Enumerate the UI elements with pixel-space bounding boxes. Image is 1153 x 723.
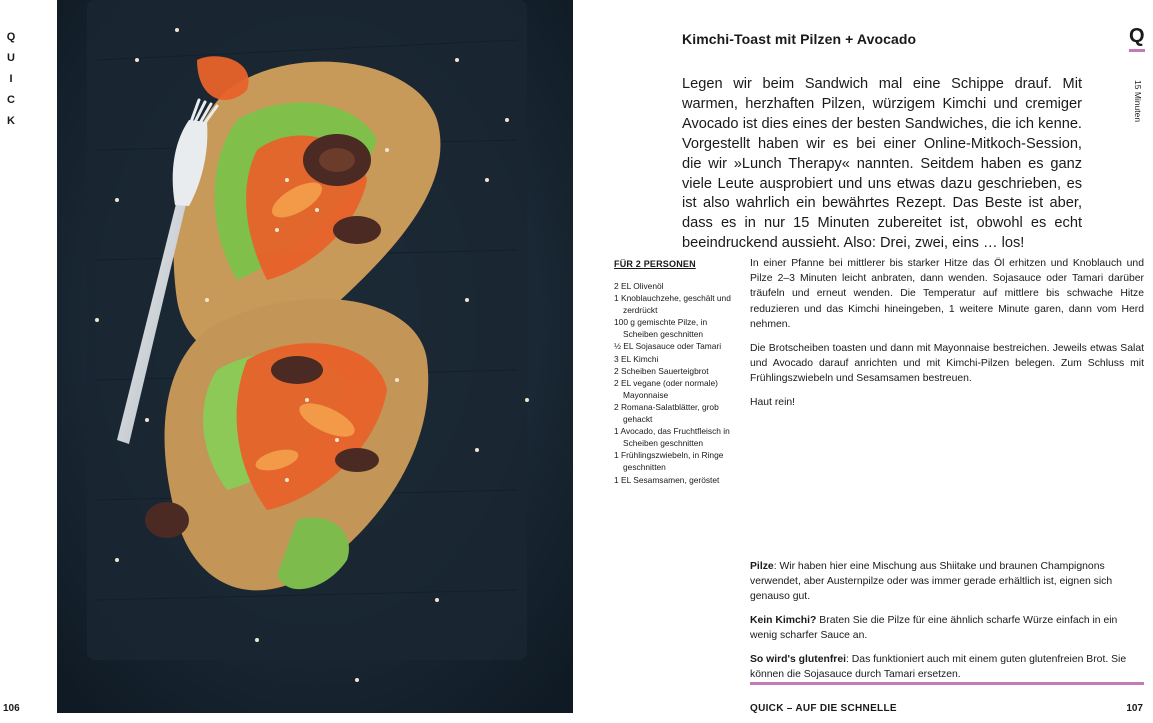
section-letter: Q <box>6 31 16 43</box>
tip-text: Braten Sie die Pilze für eine ähnlich scharfe Würze einfach in ein wenig scharfer Sauce an. <box>750 615 1118 642</box>
section-letter: K <box>7 115 15 127</box>
tip-label: Pilze <box>750 561 774 572</box>
section-letter: C <box>7 94 15 106</box>
section-letters <box>5 27 17 132</box>
kimchi-toast-illustration <box>57 0 573 713</box>
tip-separator: : <box>773 561 780 572</box>
ingredient-item: 3 EL Kimchi <box>614 353 659 364</box>
ingredients-list <box>614 280 736 486</box>
method-steps <box>750 256 1144 419</box>
section-marker-bar <box>1129 49 1145 52</box>
left-page-number: 106 <box>3 703 20 714</box>
method-step: Die Brotscheiben toasten und dann mit Mayonnaise bestreichen. Jeweils etwas Salat und Avocado darauf anrichten und mit Kimchi-Pilzen belegen. Zum Schluss mit Frühlingszwiebeln und Sesamsamen bestreuen. <box>750 342 1144 385</box>
tips <box>750 559 1144 691</box>
ingredient-item: 2 Romana-Salatblätter, grob gehackt <box>614 401 719 425</box>
ingredient-item: 1 Avocado, das Fruchtfleisch in Scheiben geschnitten <box>614 426 730 449</box>
food-photo <box>57 0 573 713</box>
ingredient-item: ½ EL Sojasauce oder Tamari <box>614 341 722 352</box>
prep-time <box>1132 80 1144 124</box>
right-page-number: 107 <box>1126 703 1143 714</box>
tip <box>750 559 1144 605</box>
recipe-title: Kimchi-Toast mit Pilzen + Avocado <box>682 31 917 47</box>
prep-time-label: 15 Minuten <box>1133 80 1143 123</box>
section-letter: U <box>7 52 15 64</box>
ingredient-item: 2 Scheiben Sauerteigbrot <box>614 365 709 376</box>
ingredient-item: 100 g gemischte Pilze, in Scheiben geschnitten <box>614 317 708 340</box>
tip-label: Kein Kimchi? <box>750 615 817 627</box>
method-step: Haut rein! <box>750 396 796 408</box>
tip-text: Das funktioniert auch mit einem guten glutenfreien Brot. Sie können die Sojasauce durch Tamari ersetzen. <box>750 654 1127 681</box>
tip <box>750 652 1144 682</box>
ingredient-item: 2 EL Olivenöl <box>614 281 664 291</box>
section-marker: Q <box>1129 25 1145 47</box>
ingredient-item: 1 Frühlingszwiebeln, in Ringe geschnitten <box>614 450 724 473</box>
tip-label: So wird's glutenfrei <box>750 654 846 666</box>
section-letter: I <box>9 73 13 85</box>
tip <box>750 613 1144 643</box>
ingredient-item: 1 EL Sesamsamen, geröstet <box>614 474 720 485</box>
ingredient-item: 2 EL vegane (oder normale) Mayonnaise <box>614 377 718 400</box>
footer-rule <box>750 682 1144 685</box>
tip-text: Wir haben hier eine Mischung aus Shiitake und braunen Champignons verwendet, aber Austernpilze oder was immer gerade erhältlich ist, eignen sich genauso gut. <box>750 561 1113 603</box>
tip-separator: : <box>846 654 852 666</box>
running-footer: QUICK – AUF DIE SCHNELLE <box>750 703 897 714</box>
ingredient-item: 1 Knoblauchzehe, geschält und zerdrückt <box>614 293 731 316</box>
intro-paragraph: Legen wir beim Sandwich mal eine Schippe drauf. Mit warmen, herzhaften Pilzen, würzigem Kimchi und cremiger Avocado ist dies eines der besten Sandwiches, die ich kenne. Vorgestellt haben wir es bei einer Online-Mitkoch-Session, die wir »Lunch Therapy« nannten. Seitdem haben es ganz viele Leute ausprobiert und uns etwas dazu geschrieben, es ist also wahrlich ein bewährtes Rezept. Das Beste ist aber, dass es in nur 15 Minuten zubereitet ist, obwohl es echt beeindruckend aussieht. Also: Drei, zwei, eins … los! <box>682 76 1082 252</box>
ingredients-heading: FÜR 2 PERSONEN <box>614 259 696 269</box>
method-step: In einer Pfanne bei mittlerer bis starker Hitze das Öl erhitzen und Knoblauch und Pilze 2–3 Minuten leicht anbraten, dann wenden. Sojasauce oder Tamari darüber träufeln und erneut wenden. Die Temperatur auf mittlere bis schwache Hitze reduzieren und das Kimchi hineingeben, 1 weitere Minute garen, dann vom Herd nehmen. <box>750 258 1144 330</box>
